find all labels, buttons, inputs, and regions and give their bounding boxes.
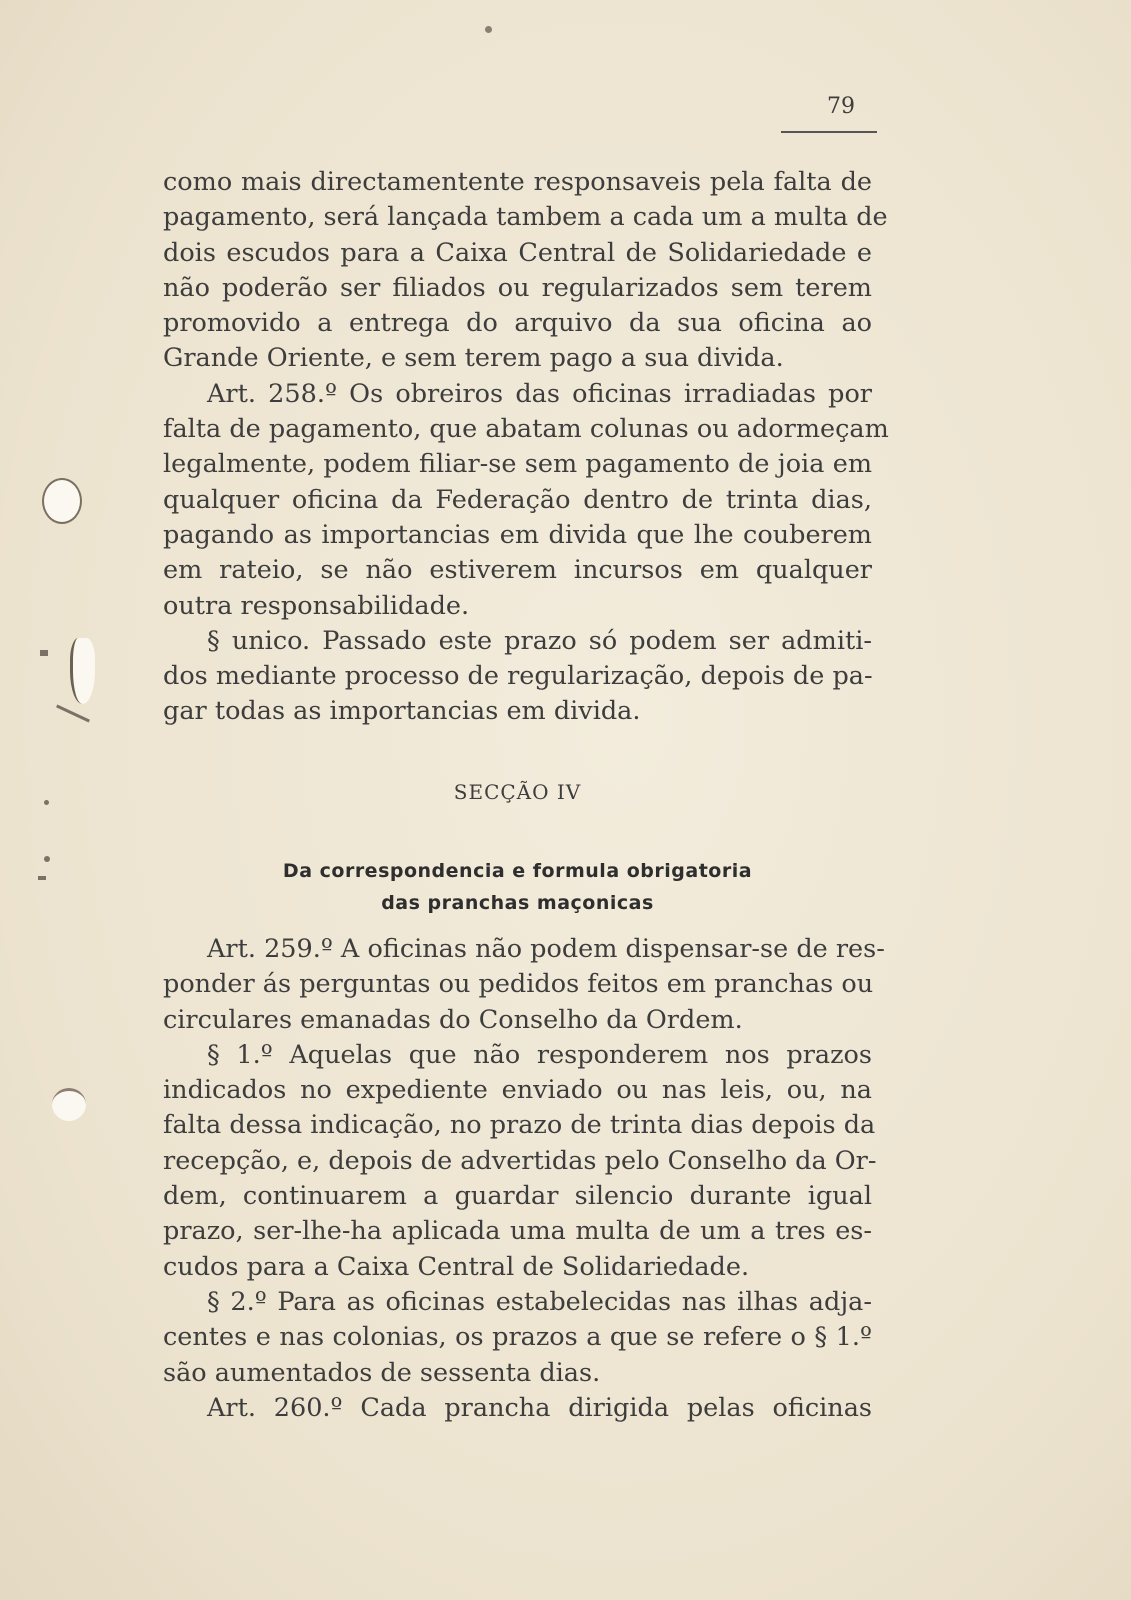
text-line-article-259: Art. 259.º A oficinas não podem dispensar-se de res- [207, 934, 885, 964]
text-line: falta dessa indicação, no prazo de trinta dias depois da [163, 1110, 876, 1141]
text-line: cudos para a Caixa Central de Solidariedade. [163, 1251, 750, 1282]
paragraph-block-1 [163, 165, 889, 730]
text-line: ponder ás perguntas ou pedidos feitos em pranchas ou [163, 969, 874, 1000]
text-line: centes e nas colonias, os prazos a que se refere o § 1.º [163, 1322, 872, 1353]
text-line-paragraph-1: § 1.º Aquelas que não responderem nos prazos [207, 1039, 872, 1070]
text-line-article-260: Art. 260.º Cada prancha dirigida pelas oficinas [207, 1392, 872, 1423]
text-line: circulares emanadas do Conselho da Ordem. [163, 1004, 743, 1035]
page-number-rule [781, 131, 877, 133]
text-line: prazo, ser-lhe-ha aplicada uma multa de um a tres es- [163, 1216, 872, 1247]
binding-hole [52, 1088, 86, 1121]
text-line: outra responsabilidade. [163, 590, 470, 621]
text-line: como mais directamentente responsaveis pela falta de [163, 167, 872, 197]
text-line-paragraph-unico: § unico. Passado este prazo só podem ser admiti- [207, 625, 872, 656]
text-line: gar todas as importancias em divida. [163, 696, 641, 727]
text-line: dem, continuarem a guardar silencio durante igual [163, 1181, 872, 1212]
ink-dot [485, 26, 492, 33]
text-line: pagamento, será lançada tambem a cada um a multa de [163, 202, 888, 233]
text-line: falta de pagamento, que abatam colunas ou adormeçam [163, 414, 889, 445]
section-heading-line-2: das pranchas maçonicas [381, 892, 654, 914]
text-line: não poderão ser filiados ou regularizados sem terem [163, 272, 872, 303]
text-line: dois escudos para a Caixa Central de Solidariedade e [163, 237, 872, 268]
text-line: indicados no expediente enviado ou nas leis, ou, na [163, 1075, 872, 1106]
paper-mark [44, 800, 49, 805]
section-heading [163, 855, 872, 919]
section-heading-line-1: Da correspondencia e formula obrigatoria [282, 860, 753, 882]
text-line: qualquer oficina da Federação dentro de trinta dias, [163, 484, 872, 515]
text-line-article-258: Art. 258.º Os obreiros das oficinas irradiadas por [207, 378, 872, 409]
paper-mark [44, 856, 50, 862]
paragraph-block-2 [163, 932, 885, 1426]
text-line: legalmente, podem filiar-se sem pagamento de joia em [163, 449, 872, 480]
text-line: em rateio, se não estiverem incursos em qualquer [163, 555, 872, 586]
paper-mark [56, 705, 90, 723]
paper-mark [40, 650, 48, 656]
text-line: promovido a entrega do arquivo da sua oficina ao [163, 308, 872, 339]
binding-hole [42, 478, 82, 524]
page-number: 79 [827, 94, 855, 119]
text-line: são aumentados de sessenta dias. [163, 1357, 601, 1388]
section-label: SECÇÃO IV [453, 780, 582, 804]
paper-mark [38, 876, 46, 880]
text-line-paragraph-2: § 2.º Para as oficinas estabelecidas nas ilhas adja- [207, 1286, 872, 1317]
text-line: pagando as importancias em divida que lhe couberem [163, 519, 872, 550]
text-line: Grande Oriente, e sem terem pago a sua divida. [163, 343, 784, 374]
text-line: dos mediante processo de regularização, depois de pa- [163, 661, 873, 692]
binding-hole [70, 638, 95, 704]
text-line: recepção, e, depois de advertidas pelo Conselho da Or- [163, 1145, 877, 1176]
